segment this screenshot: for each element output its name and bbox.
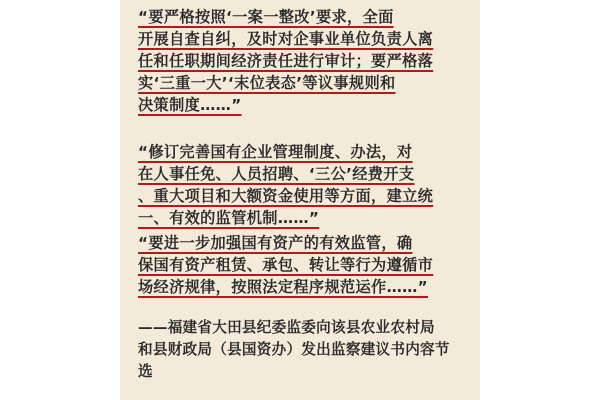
text-line: “要进一步加强国有资产的有效监管，确 (138, 234, 413, 252)
quote-paragraph-2 (138, 141, 462, 229)
text-line: 场经济规律，按照法定程序规范运作……” (138, 278, 429, 296)
source-attribution (138, 317, 468, 383)
text-line: 开展自查自纠，及时对企事业单位负责人离 (138, 30, 434, 48)
text-line: 选 (138, 363, 153, 380)
text-line: 实‘三重一大’‘末位表态’等议事规则和 (138, 74, 396, 92)
document-paper (120, 0, 480, 400)
quote-paragraph-1 (138, 6, 462, 116)
text-line: 、重大项目和大额资金使用等方面，建立统 (138, 187, 434, 205)
quote-paragraph-3 (138, 232, 462, 298)
text-line: 和县财政局（县国资办）发出监察建议书内容节 (138, 341, 450, 358)
text-line: 保国有资产租赁、承包、转让等行为遵循市 (138, 256, 434, 274)
text-line: “修订完善国有企业管理制度、办法，对 (138, 143, 413, 161)
text-line: 在人事任免、人员招聘、‘三公’经费开支 (138, 165, 415, 183)
text-line: 一、有效的监管机制……” (138, 209, 320, 227)
text-line: 任和任职期间经济责任进行审计；要严格落 (138, 52, 434, 70)
text-line: ——福建省大田县纪委监委向该县农业农村局 (138, 319, 435, 336)
text-line: 决策制度……” (138, 96, 242, 114)
text-line: “要严格按照‘一案一整改’要求，全面 (138, 8, 394, 26)
